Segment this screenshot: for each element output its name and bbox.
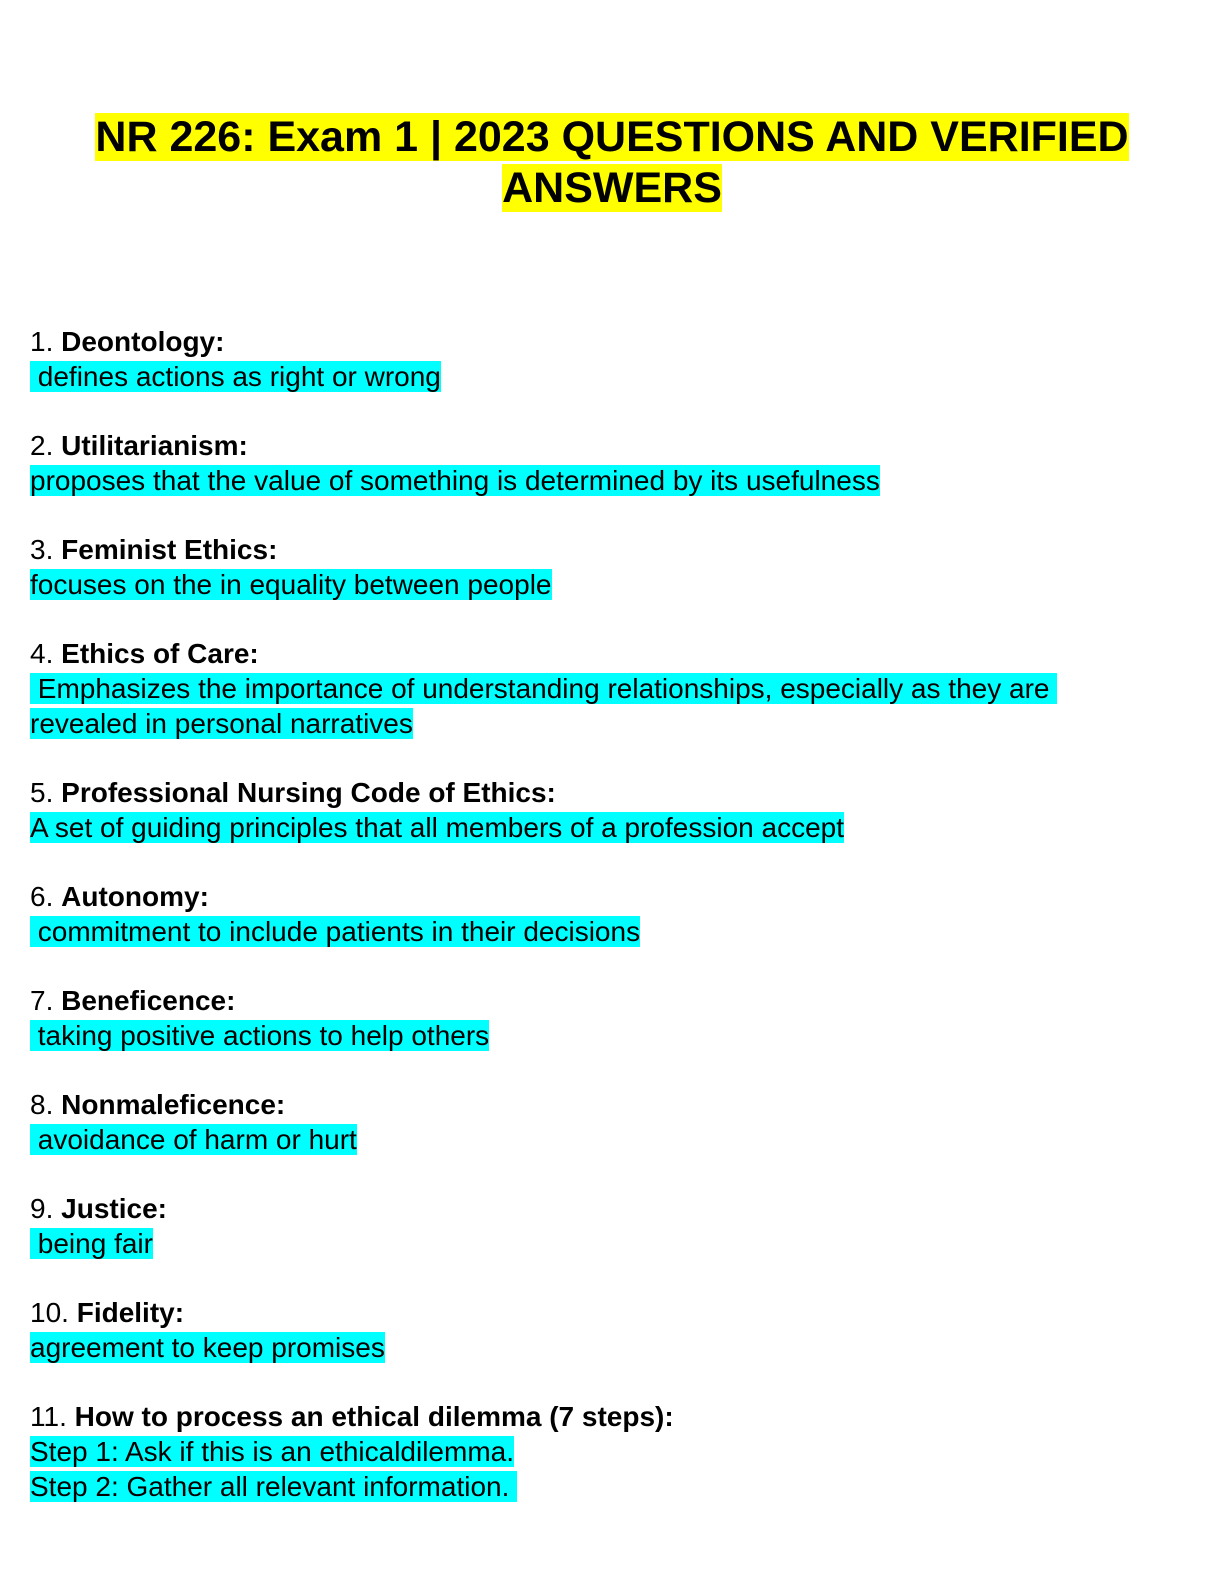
- question-term: How to process an ethical dilemma (7 steps):: [74, 1401, 674, 1432]
- answer-text: agreement to keep promises: [30, 1332, 385, 1363]
- answer-line: [30, 1122, 1180, 1157]
- question-line: [30, 984, 1180, 1018]
- question-line: [30, 776, 1180, 810]
- question-line: [30, 880, 1180, 914]
- question-number: 4.: [30, 638, 54, 669]
- answer-step-1: Step 1: Ask if this is an ethicaldilemma.: [30, 1436, 514, 1467]
- question-term: Feminist Ethics:: [61, 534, 278, 565]
- document-title-text: NR 226: Exam 1 | 2023 QUESTIONS AND VERIFIED ANSWERS: [95, 113, 1129, 212]
- question-line: [30, 637, 1180, 671]
- question-number: 1.: [30, 326, 54, 357]
- question-number: 10.: [30, 1297, 69, 1328]
- question-line: [30, 429, 1180, 463]
- answer-text: A set of guiding principles that all members of a profession accept: [30, 812, 844, 843]
- answer-line: [30, 1434, 1180, 1469]
- answer-text: proposes that the value of something is determined by its usefulness: [30, 465, 880, 496]
- question-number: 6.: [30, 881, 54, 912]
- qa-item-6: [30, 880, 1180, 949]
- qa-item-3: [30, 533, 1180, 602]
- qa-item-5: [30, 776, 1180, 845]
- question-term: Justice:: [61, 1193, 167, 1224]
- question-term: Fidelity:: [76, 1297, 185, 1328]
- answer-line: [30, 1330, 1180, 1365]
- answer-line: [30, 463, 1180, 498]
- question-number: 9.: [30, 1193, 54, 1224]
- qa-item-7: [30, 984, 1180, 1053]
- question-term: Utilitarianism:: [61, 430, 248, 461]
- question-term: Nonmaleficence:: [61, 1089, 286, 1120]
- answer-text: being fair: [30, 1228, 153, 1259]
- answer-text: avoidance of harm or hurt: [30, 1124, 357, 1155]
- qa-item-1: [30, 325, 1180, 394]
- qa-item-11: [30, 1400, 1180, 1504]
- question-line: [30, 1296, 1180, 1330]
- question-line: [30, 325, 1180, 359]
- answer-line: [30, 359, 1180, 394]
- question-line: [30, 1400, 1180, 1434]
- question-term: Deontology:: [61, 326, 225, 357]
- qa-item-4: [30, 637, 1180, 741]
- document-title: [40, 112, 1184, 214]
- qa-list: [30, 325, 1180, 1504]
- answer-text: defines actions as right or wrong: [30, 361, 441, 392]
- question-term: Ethics of Care:: [61, 638, 259, 669]
- qa-item-8: [30, 1088, 1180, 1157]
- answer-line: [30, 1018, 1180, 1053]
- question-line: [30, 1088, 1180, 1122]
- question-term: Professional Nursing Code of Ethics:: [61, 777, 556, 808]
- question-number: 3.: [30, 534, 54, 565]
- answer-line: [30, 1469, 1180, 1504]
- answer-line: [30, 671, 1150, 741]
- answer-line: [30, 914, 1180, 949]
- question-number: 2.: [30, 430, 54, 461]
- answer-step-2: Step 2: Gather all relevant information.: [30, 1471, 518, 1502]
- answer-line: [30, 1226, 1180, 1261]
- question-line: [30, 533, 1180, 567]
- answer-line: [30, 567, 1180, 602]
- qa-item-9: [30, 1192, 1180, 1261]
- question-term: Autonomy:: [61, 881, 209, 912]
- question-line: [30, 1192, 1180, 1226]
- answer-text: taking positive actions to help others: [30, 1020, 490, 1051]
- question-number: 5.: [30, 777, 54, 808]
- answer-text: commitment to include patients in their decisions: [30, 916, 641, 947]
- question-number: 7.: [30, 985, 54, 1016]
- question-number: 11.: [30, 1401, 67, 1432]
- answer-text: focuses on the in equality between people: [30, 569, 552, 600]
- question-term: Beneficence:: [61, 985, 236, 1016]
- answer-line: [30, 810, 1180, 845]
- qa-item-10: [30, 1296, 1180, 1365]
- question-number: 8.: [30, 1089, 54, 1120]
- qa-item-2: [30, 429, 1180, 498]
- answer-text: Emphasizes the importance of understanding relationships, especially as they are revealed in personal narratives: [30, 673, 1058, 739]
